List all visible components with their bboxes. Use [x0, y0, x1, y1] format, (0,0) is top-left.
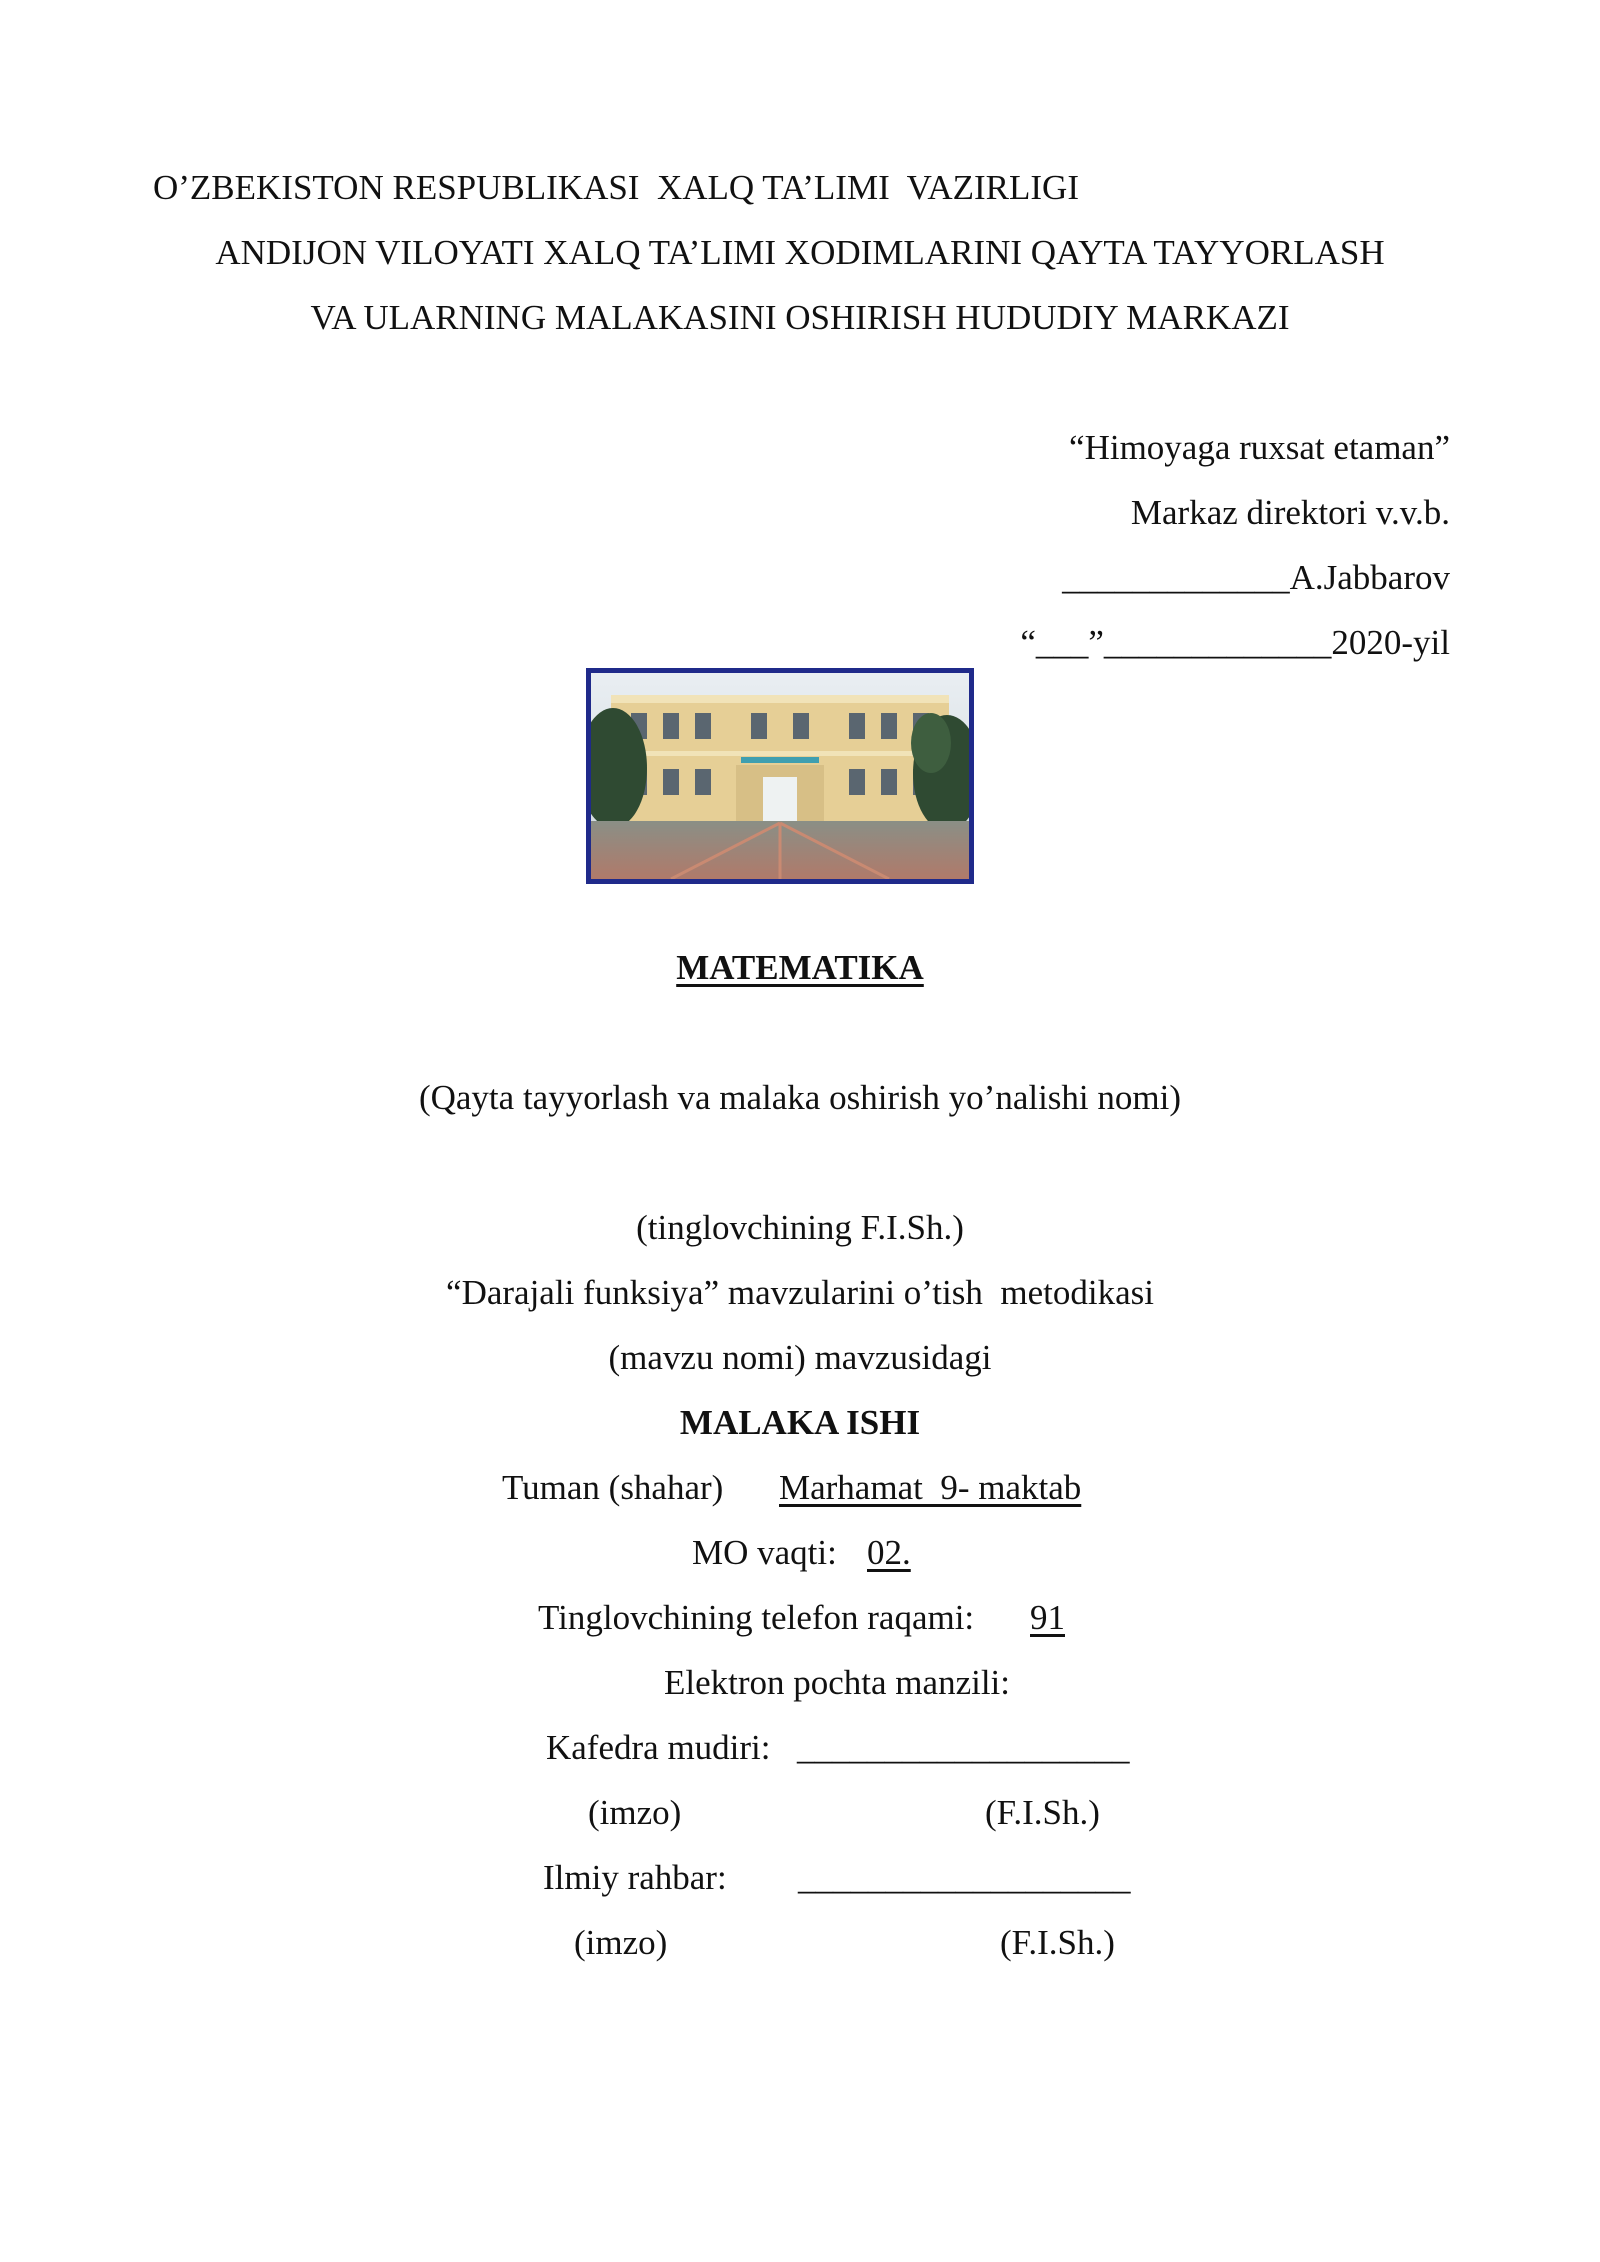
- region-heading: ANDIJON VILOYATI XALQ TA’LIMI XODIMLARINI QAYTA TAYYORLASH: [215, 233, 1385, 272]
- name-hint: (F.I.Sh.): [1000, 1923, 1115, 1962]
- work-title: MALAKA ISHI: [679, 1403, 921, 1442]
- ministry-heading: O’ZBEKISTON RESPUBLIKASI XALQ TA’LIMI VAZIRLIGI: [153, 168, 1079, 207]
- head-of-dept-blank: ___________________: [797, 1728, 1130, 1767]
- direction-hint: (Qayta tayyorlash va malaka oshirish yo’nalishi nomi): [418, 1078, 1182, 1117]
- mo-time-value: 02.: [867, 1533, 911, 1572]
- district-value: Marhamat 9- maktab: [779, 1468, 1082, 1507]
- name-hint: (F.I.Sh.): [985, 1793, 1100, 1832]
- email-label: Elektron pochta manzili:: [664, 1663, 1011, 1702]
- phone-value: 91: [1030, 1598, 1065, 1637]
- school-building-photo: [586, 668, 974, 884]
- listener-name-hint: (tinglovchining F.I.Sh.): [636, 1208, 964, 1247]
- head-of-dept-label: Kafedra mudiri:: [546, 1728, 771, 1767]
- topic-name: “Darajali funksiya” mavzularini o’tish metodikasi: [446, 1273, 1154, 1312]
- topic-hint: (mavzu nomi) mavzusidagi: [608, 1338, 992, 1377]
- district-label: Tuman (shahar): [502, 1468, 724, 1507]
- signature-hint: (imzo): [588, 1793, 682, 1832]
- subject-title: MATEMATIKA: [676, 948, 924, 987]
- phone-label: Tinglovchining telefon raqami:: [538, 1598, 975, 1637]
- supervisor-blank: ___________________: [798, 1858, 1131, 1897]
- approval-line: “Himoyaga ruxsat etaman”: [1069, 428, 1450, 467]
- mo-time-label: MO vaqti:: [692, 1533, 837, 1572]
- director-title: Markaz direktori v.v.b.: [1130, 493, 1450, 532]
- approval-date: “___”_____________2020-yil: [1020, 623, 1450, 662]
- center-heading: VA ULARNING MALAKASINI OSHIRISH HUDUDIY MARKAZI: [310, 298, 1290, 337]
- director-signature: _____________A.Jabbarov: [1062, 558, 1450, 597]
- supervisor-label: Ilmiy rahbar:: [543, 1858, 727, 1897]
- signature-hint: (imzo): [574, 1923, 668, 1962]
